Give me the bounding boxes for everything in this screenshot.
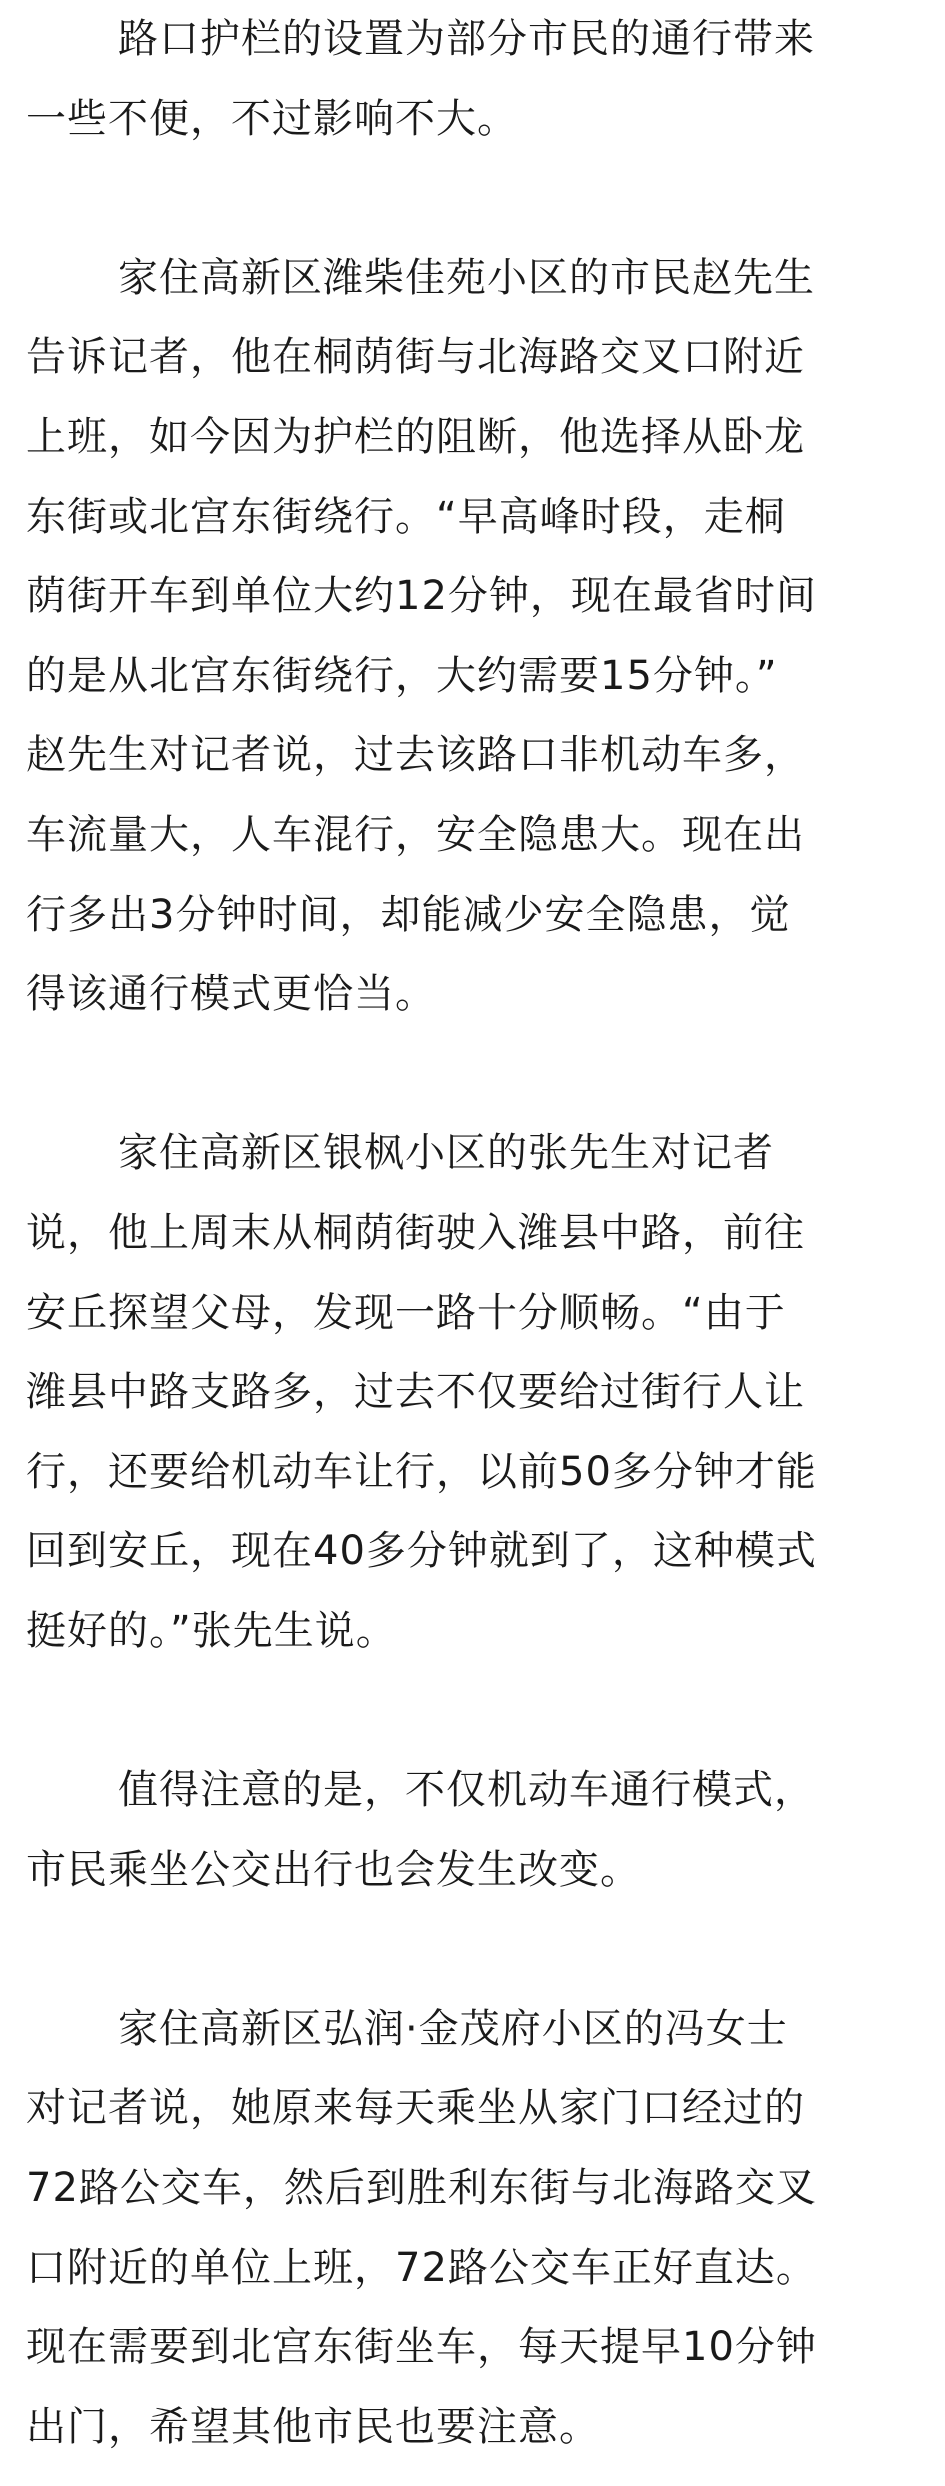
paragraph-line: 得该通行模式更恰当。 [26,971,436,1018]
paragraph-spacer [26,1671,919,1751]
paragraph-spacer [26,159,919,239]
paragraph [26,0,919,159]
paragraph [26,1114,919,1671]
paragraph-line: 上班，如今因为护栏的阻断，他选择从卧龙 [26,413,805,460]
paragraph-line: 东街或北宫东街绕行。“早高峰时段，走桐 [26,493,786,540]
paragraph-line: 潍县中路支路多，过去不仅要给过街行人让 [26,1369,805,1416]
paragraph-line: 告诉记者，他在桐荫街与北海路交叉口附近 [26,334,805,381]
paragraph [26,239,919,1035]
paragraph-line: 路口护栏的设置为部分市民的通行带来 [118,16,815,62]
paragraph-line: 对记者说，她原来每天乘坐从家门口经过的 [26,2085,805,2132]
paragraph-line: 回到安丘，现在40多分钟就到了，这种模式 [26,1528,817,1575]
paragraph-line: 现在需要到北宫东街坐车，每天提早10分钟 [26,2324,817,2371]
paragraph-line: 市民乘坐公交出行也会发生改变。 [26,1846,641,1893]
paragraph-line: 安丘探望父母，发现一路十分顺畅。“由于 [26,1289,786,1336]
paragraph-line: 挺好的。”张先生说。 [26,1607,397,1654]
paragraph-line: 72路公交车，然后到胜利东街与北海路交叉 [26,2165,817,2212]
paragraph-line: 家住高新区潍柴佳苑小区的市民赵先生 [118,254,815,301]
paragraph-line: 的是从北宫东街绕行，大约需要15分钟。” [26,652,778,699]
paragraph-line: 值得注意的是，不仅机动车通行模式， [118,1767,815,1814]
paragraph-line: 家住高新区弘润·金茂府小区的冯女士 [118,2005,788,2052]
paragraph-line: 家住高新区银枫小区的张先生对记者 [118,1130,774,1177]
paragraph-line: 荫街开车到单位大约12分钟，现在最省时间 [26,573,817,620]
paragraph-line: 赵先生对记者说，过去该路口非机动车多， [26,732,805,779]
paragraph-line: 一些不便，不过影响不大。 [26,95,518,142]
paragraph-line: 行多出3分钟时间，却能减少安全隐患，觉 [26,891,791,938]
paragraph-spacer [26,1910,919,1990]
paragraph-line: 行，还要给机动车让行，以前50多分钟才能 [26,1448,817,1495]
paragraph-line: 说，他上周末从桐荫街驶入潍县中路，前往 [26,1209,805,1256]
paragraph [26,1990,919,2468]
paragraph-line: 出门，希望其他市民也要注意。 [26,2403,600,2450]
paragraph-spacer [26,1035,919,1115]
paragraph-line: 车流量大，人车混行，安全隐患大。现在出 [26,811,805,858]
paragraph [26,1751,919,1910]
paragraph-line: 口附近的单位上班，72路公交车正好直达。 [26,2244,817,2291]
